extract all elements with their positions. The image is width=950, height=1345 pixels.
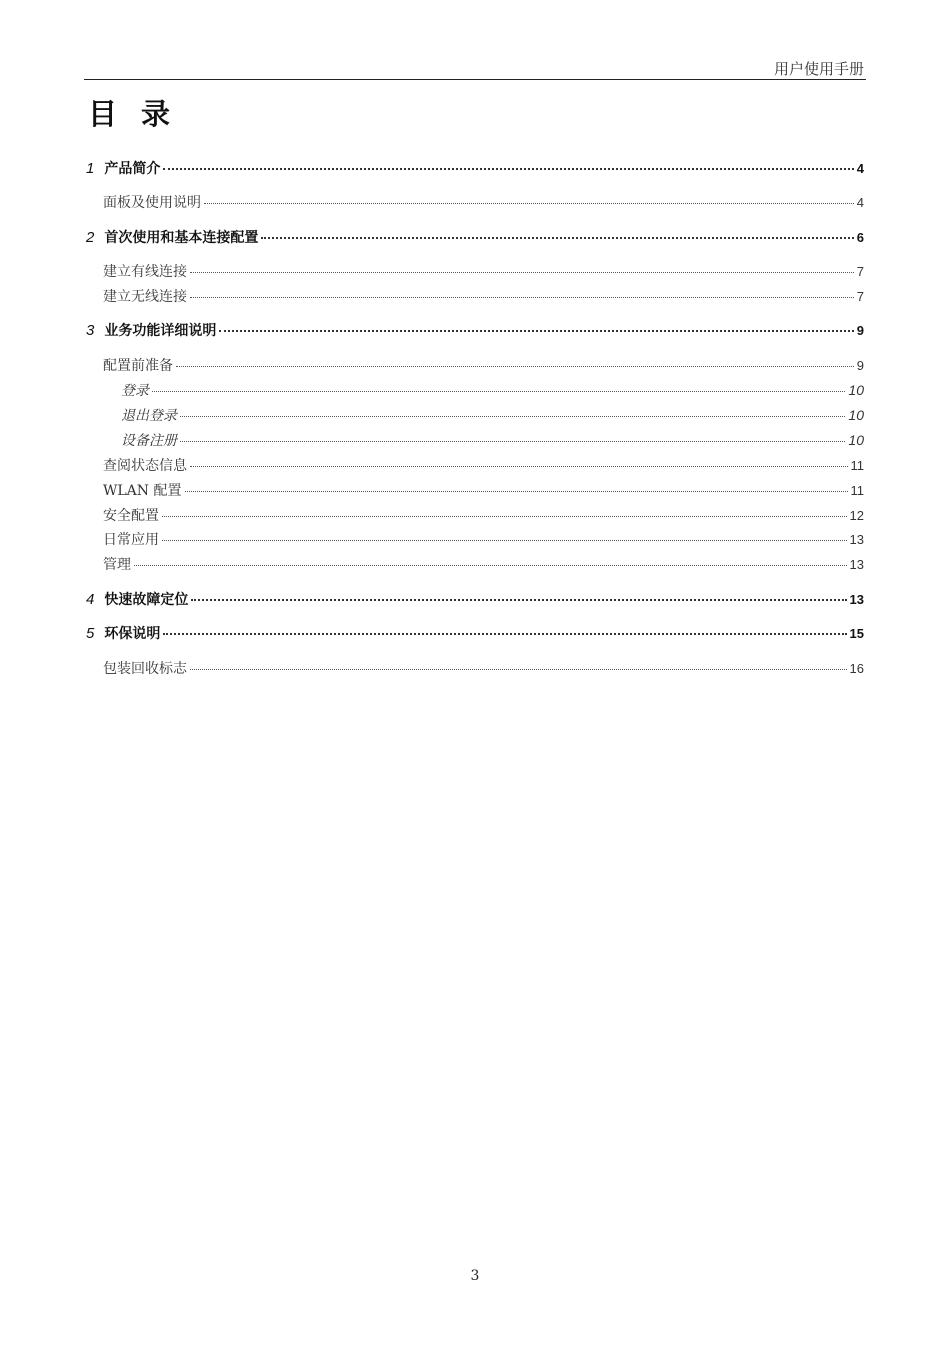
page-number: 3 <box>470 1268 480 1284</box>
page-title: 目录 <box>88 97 195 131</box>
toc-entry-11[interactable] <box>86 455 864 475</box>
toc-leader <box>163 168 853 170</box>
toc-page: 15 <box>849 626 864 641</box>
toc-label: 包装回收标志 <box>103 661 187 677</box>
toc-page: 16 <box>849 661 864 676</box>
toc-page: 7 <box>856 289 864 304</box>
toc-leader <box>185 491 848 492</box>
toc-page: 9 <box>856 358 864 373</box>
toc-entry-9[interactable] <box>86 405 864 425</box>
toc-entry-7[interactable] <box>86 355 864 375</box>
toc-page: 13 <box>849 592 864 607</box>
toc-page: 10 <box>848 407 864 423</box>
toc-label: 查阅状态信息 <box>103 458 187 474</box>
toc-leader <box>219 330 853 332</box>
toc-label: 建立有线连接 <box>103 264 187 280</box>
toc-label: WLAN 配置 <box>103 483 182 499</box>
toc-leader <box>180 441 845 442</box>
toc-leader <box>176 366 854 367</box>
running-header: 用户使用手册 <box>773 60 864 78</box>
toc-entry-16[interactable] <box>86 589 864 609</box>
toc-entry-3[interactable] <box>86 227 864 247</box>
header-rule <box>84 79 866 80</box>
toc-label: 登录 <box>121 383 149 399</box>
toc-leader <box>190 297 854 298</box>
toc-label: 首次使用和基本连接配置 <box>104 230 259 246</box>
toc-entry-4[interactable] <box>86 261 864 281</box>
toc-label: 配置前准备 <box>103 358 173 374</box>
toc-page: 10 <box>848 432 864 448</box>
toc-leader <box>190 272 854 273</box>
toc-label: 安全配置 <box>103 508 159 524</box>
toc-entry-18[interactable] <box>86 658 864 678</box>
toc-number: 3 <box>86 322 95 339</box>
toc-page: 4 <box>856 161 864 176</box>
toc-page: 9 <box>856 323 864 338</box>
toc-label: 管理 <box>103 557 131 573</box>
toc-entry-14[interactable] <box>86 529 864 549</box>
toc-entry-2[interactable] <box>86 192 864 212</box>
toc-page: 10 <box>848 382 864 398</box>
toc-entry-8[interactable] <box>86 380 864 400</box>
toc-label: 建立无线连接 <box>103 289 187 305</box>
toc-leader <box>190 669 847 670</box>
toc-entry-10[interactable] <box>86 430 864 450</box>
toc-label: 环保说明 <box>104 626 161 642</box>
toc-number: 1 <box>86 160 95 177</box>
toc-leader <box>163 633 846 635</box>
toc-page: 13 <box>849 557 864 572</box>
toc-label: 设备注册 <box>121 433 177 449</box>
toc-leader <box>134 565 847 566</box>
toc-entry-1[interactable] <box>86 158 864 178</box>
toc-label: 产品简介 <box>104 161 161 177</box>
toc-label: 快速故障定位 <box>104 592 189 608</box>
toc-entry-13[interactable] <box>86 505 864 525</box>
toc-entry-5[interactable] <box>86 286 864 306</box>
toc-leader <box>190 466 848 467</box>
toc-page: 11 <box>850 458 864 473</box>
toc-page: 4 <box>856 195 864 210</box>
toc-leader <box>204 203 854 204</box>
toc-leader <box>162 540 847 541</box>
toc-leader <box>180 416 845 417</box>
toc-entry-17[interactable] <box>86 623 864 643</box>
toc-page: 6 <box>856 230 864 245</box>
toc-label: 日常应用 <box>103 532 159 548</box>
toc-page: 13 <box>849 532 864 547</box>
toc-entry-12[interactable] <box>86 480 864 500</box>
toc-page: 7 <box>856 264 864 279</box>
toc-leader <box>191 599 846 601</box>
toc-entry-6[interactable] <box>86 320 864 340</box>
toc-number: 2 <box>86 229 95 246</box>
toc-leader <box>261 237 853 239</box>
toc-leader <box>162 516 847 517</box>
toc-entry-15[interactable] <box>86 554 864 574</box>
toc-leader <box>152 391 845 392</box>
toc-page: 12 <box>849 508 864 523</box>
toc-number: 5 <box>86 625 95 642</box>
toc-number: 4 <box>86 591 95 608</box>
toc-label: 退出登录 <box>121 408 177 424</box>
toc-label: 业务功能详细说明 <box>104 323 217 339</box>
toc-page: 11 <box>850 483 864 498</box>
toc-label: 面板及使用说明 <box>103 195 201 211</box>
